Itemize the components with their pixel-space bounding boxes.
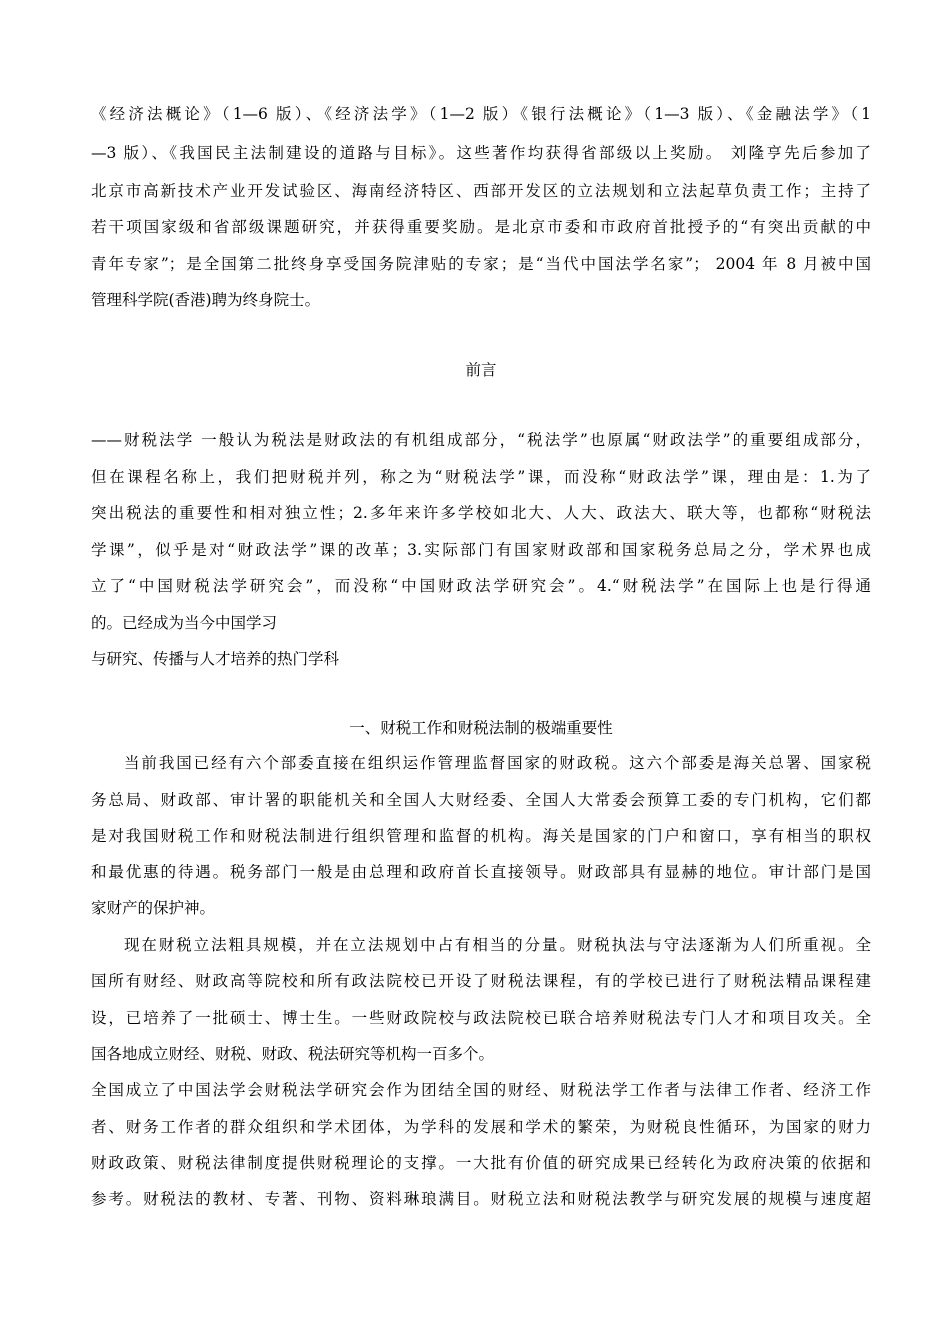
bio-line-6: 管理科学院(香港)聘为终身院士。 [91, 291, 321, 309]
preface-line-7: 与研究、传播与人才培养的热门学科 [91, 650, 340, 668]
section-1-para-3-line-2: 者、财务工作者的群众组织和学术团体，为学科的发展和学术的繁荣，为财税良性循环，为国家的财力 [91, 1118, 871, 1136]
section-1-para-2-line-1: 现在财税立法粗具规模，并在立法规划中占有相当的分量。财税执法与守法逐渐为人们所重视。全 [124, 936, 871, 954]
preface-line-4: 学课”，似乎是对“财政法学”课的改革；3.实际部门有国家财政部和国家税务总局之分，学术界也成 [91, 541, 871, 559]
section-1-para-1-line-1: 当前我国已经有六个部委直接在组织运作管理监督国家的财政税。这六个部委是海关总署、国家税 [124, 754, 871, 772]
section-1-para-1-line-4: 和最优惠的待遇。税务部门一般是由总理和政府首长直接领导。财政部具有显赫的地位。审计部门是国 [91, 863, 871, 881]
preface-line-1: ——财税法学 一般认为税法是财政法的有机组成部分，“税法学”也原属“财政法学”的重要组成部分， [91, 431, 871, 449]
preface-title: 前言 [465, 361, 497, 379]
bio-line-4: 若干项国家级和省部级课题研究，并获得重要奖励。是北京市委和市政府首批授予的“有突出贡献的中 [91, 218, 871, 236]
section-1-para-1-line-3: 是对我国财税工作和财税法制进行组织管理和监督的机构。海关是国家的门户和窗口，享有相当的职权 [91, 827, 871, 845]
section-1-para-1-line-2: 务总局、财政部、审计署的职能机关和全国人大财经委、全国人大常委会预算工委的专门机构，它们都 [91, 791, 871, 809]
section-1-para-1-line-5: 家财产的保护神。 [91, 899, 216, 917]
section-1-para-2-line-3: 设，已培养了一批硕士、博士生。一些财政院校与政法院校已联合培养财税法专门人才和项目攻关。全 [91, 1009, 871, 1027]
section-1-title: 一、财税工作和财税法制的极端重要性 [349, 719, 613, 737]
section-1-para-3-line-3: 财政政策、财税法律制度提供财税理论的支撑。一大批有价值的研究成果已经转化为政府决策的依据和 [91, 1154, 871, 1172]
preface-line-3: 突出税法的重要性和相对独立性；2.多年来许多学校如北大、人大、政法大、联大等，也都称“财税法 [91, 504, 871, 522]
preface-line-5: 立了“中国财税法学研究会”，而没称“中国财政法学研究会”。4.“财税法学”在国际上也是行得通 [91, 577, 871, 595]
preface-line-6: 的。已经成为当今中国学习 [91, 614, 278, 632]
bio-line-3: 北京市高新技术产业开发试验区、海南经济特区、西部开发区的立法规划和立法起草负责工作；主持了 [91, 182, 871, 200]
preface-line-2: 但在课程名称上，我们把财税并列，称之为“财税法学”课，而没称“财政法学”课，理由是：1.为了 [91, 468, 871, 486]
bio-line-1: 《经济法概论》（1—6 版）、《经济法学》（1—2 版）《银行法概论》（1—3 版）、《金融法学》（1 [91, 105, 871, 123]
section-1-para-3-line-4: 参考。财税法的教材、专著、刊物、资料琳琅满目。财税立法和财税法教学与研究发展的规模与速度超 [91, 1190, 871, 1208]
bio-line-5: 青年专家”；是全国第二批终身享受国务院津贴的专家；是“当代中国法学名家”； 2004 年 8 月被中国 [91, 255, 871, 273]
section-1-para-2-line-2: 国所有财经、财政高等院校和所有政法院校已开设了财税法课程，有的学校已进行了财税法精品课程建 [91, 972, 871, 990]
section-1-para-3-line-1: 全国成立了中国法学会财税法学研究会作为团结全国的财经、财税法学工作者与法律工作者、经济工作 [91, 1081, 871, 1099]
section-1-para-2-line-4: 国各地成立财经、财税、财政、税法研究等机构一百多个。 [91, 1045, 495, 1063]
bio-line-2: —3 版）、《我国民主法制建设的道路与目标》。这些著作均获得省部级以上奖励。 刘隆亨先后参加了 [91, 144, 871, 162]
